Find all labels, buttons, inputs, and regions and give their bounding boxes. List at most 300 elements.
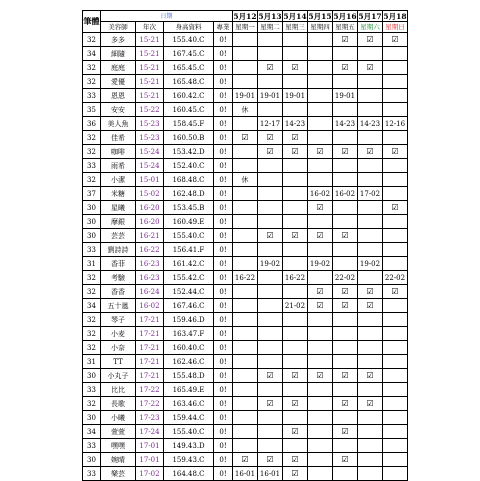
table-row <box>83 425 408 439</box>
checkbox-checked-icon: ☑ <box>358 61 383 75</box>
table-row <box>83 327 408 341</box>
schedule-cell <box>308 131 333 145</box>
schedule-cell <box>333 201 358 215</box>
name-cell: 小丸子 <box>101 369 136 383</box>
schedule-cell <box>233 383 258 397</box>
checkbox-checked-icon: ☑ <box>333 145 358 159</box>
schedule-cell <box>358 173 383 187</box>
name-cell: 芸芸 <box>101 229 136 243</box>
name-cell: 咖啡 <box>101 145 136 159</box>
schedule-cell <box>233 117 258 131</box>
schedule-cell <box>233 215 258 229</box>
table-row <box>83 89 408 103</box>
measurements-column-header: 身高資料 <box>164 22 214 33</box>
schedule-cell <box>283 187 308 201</box>
checkbox-checked-icon: ☑ <box>258 229 283 243</box>
checkbox-checked-icon: ☑ <box>308 285 333 299</box>
day-date-1: 5月12 <box>233 11 257 21</box>
schedule-cell <box>233 159 258 173</box>
measurements-cell: 160.40.C <box>164 341 214 355</box>
schedule-cell <box>233 243 258 257</box>
year-cell: 16-23 <box>136 271 164 285</box>
schedule-cell <box>333 355 358 369</box>
table-row <box>83 271 408 285</box>
schedule-cell <box>283 103 308 117</box>
checkbox-checked-icon: ☑ <box>308 229 333 243</box>
header-row-1 <box>83 11 408 22</box>
size-cell: 30 <box>83 369 101 383</box>
schedule-cell <box>258 187 283 201</box>
schedule-cell: 19-02 <box>308 257 333 271</box>
checkbox-checked-icon: ☑ <box>333 285 358 299</box>
measurements-cell: 158.45.F <box>164 117 214 131</box>
year-cell: 15-01 <box>136 173 164 187</box>
measurements-cell: 155.40.C <box>164 33 214 47</box>
schedule-cell <box>283 201 308 215</box>
specialty-cell: 0! <box>214 285 233 299</box>
name-cell: 考驗 <box>101 271 136 285</box>
specialty-cell: 0! <box>214 173 233 187</box>
checkbox-checked-icon: ☑ <box>258 61 283 75</box>
schedule-cell <box>258 75 283 89</box>
name-cell: 婉晴 <box>101 453 136 467</box>
size-cell: 32 <box>83 313 101 327</box>
checkbox-checked-icon: ☑ <box>333 229 358 243</box>
checkbox-checked-icon: ☑ <box>358 145 383 159</box>
schedule-cell <box>308 397 333 411</box>
specialty-cell: 0! <box>214 257 233 271</box>
specialty-cell: 0! <box>214 299 233 313</box>
schedule-cell <box>233 299 258 313</box>
table-row <box>83 467 408 481</box>
schedule-cell <box>283 159 308 173</box>
schedule-cell <box>358 355 383 369</box>
specialty-cell: 0! <box>214 145 233 159</box>
schedule-cell <box>258 33 283 47</box>
schedule-cell <box>308 89 333 103</box>
measurements-cell: 160.45.C <box>164 103 214 117</box>
measurements-cell: 163.46.C <box>164 397 214 411</box>
name-cell: 摩銀 <box>101 215 136 229</box>
table-row <box>83 383 408 397</box>
table-row <box>83 369 408 383</box>
schedule-cell <box>308 341 333 355</box>
specialty-cell: 0! <box>214 117 233 131</box>
schedule-cell <box>358 327 383 341</box>
schedule-cell <box>308 47 333 61</box>
schedule-cell <box>383 313 408 327</box>
name-cell: 小奈 <box>101 341 136 355</box>
size-cell: 32 <box>83 131 101 145</box>
year-cell: 17-21 <box>136 341 164 355</box>
schedule-cell <box>233 425 258 439</box>
schedule-cell <box>308 439 333 453</box>
schedule-cell <box>358 271 383 285</box>
size-cell: 30 <box>83 453 101 467</box>
weekday-1: 星期一 <box>233 22 258 33</box>
table-row <box>83 103 408 117</box>
schedule-cell <box>233 369 258 383</box>
measurements-cell: 159.46.D <box>164 313 214 327</box>
specialty-cell: 0! <box>214 47 233 61</box>
schedule-cell: 21-02 <box>283 299 308 313</box>
schedule-cell <box>233 201 258 215</box>
schedule-cell: 12-16 <box>383 117 408 131</box>
measurements-cell: 164.48.C <box>164 467 214 481</box>
checkbox-checked-icon: ☑ <box>308 369 333 383</box>
year-cell: 15-21 <box>136 75 164 89</box>
year-cell: 15-21 <box>136 89 164 103</box>
checkbox-checked-icon: ☑ <box>283 131 308 145</box>
schedule-cell <box>233 229 258 243</box>
checkbox-checked-icon: ☑ <box>258 369 283 383</box>
checkbox-checked-icon: ☑ <box>308 299 333 313</box>
measurements-cell: 162.46.C <box>164 355 214 369</box>
schedule-cell: 16-02 <box>308 187 333 201</box>
name-cell: TT <box>101 355 136 369</box>
name-cell: 恩恩 <box>101 89 136 103</box>
schedule-cell <box>308 103 333 117</box>
specialty-cell: 0! <box>214 89 233 103</box>
schedule-cell: 16-01 <box>233 467 258 481</box>
size-cell: 32 <box>83 341 101 355</box>
name-cell: 美人魚 <box>101 117 136 131</box>
name-cell: 庭庭 <box>101 61 136 75</box>
weekday-6: 星期六 <box>358 22 383 33</box>
measurements-cell: 163.47.F <box>164 327 214 341</box>
size-cell: 32 <box>83 145 101 159</box>
schedule-cell <box>383 61 408 75</box>
schedule-cell <box>308 327 333 341</box>
size-cell: 33 <box>83 89 101 103</box>
schedule-cell <box>233 47 258 61</box>
schedule-cell <box>258 299 283 313</box>
schedule-cell <box>283 75 308 89</box>
year-cell: 15-02 <box>136 187 164 201</box>
schedule-cell <box>258 355 283 369</box>
day-date-7: 5月18 <box>383 11 407 21</box>
name-column-header: 美容師 <box>101 22 136 33</box>
table-row <box>83 75 408 89</box>
schedule-cell <box>358 425 383 439</box>
schedule-cell <box>333 159 358 173</box>
schedule-cell <box>233 411 258 425</box>
checkbox-checked-icon: ☑ <box>358 299 383 313</box>
schedule-cell <box>383 355 408 369</box>
schedule-cell <box>383 47 408 61</box>
schedule-cell <box>333 47 358 61</box>
measurements-cell: 165.48.C <box>164 75 214 89</box>
schedule-cell <box>358 439 383 453</box>
schedule-cell <box>233 257 258 271</box>
schedule-cell <box>383 173 408 187</box>
schedule-cell: 14-23 <box>283 117 308 131</box>
year-cell: 16-22 <box>136 243 164 257</box>
schedule-cell <box>333 75 358 89</box>
measurements-cell: 152.44.C <box>164 285 214 299</box>
dates-label: 日期 <box>101 11 233 22</box>
checkbox-checked-icon: ☑ <box>383 285 408 299</box>
name-cell: 香香 <box>101 285 136 299</box>
schedule-cell <box>308 271 333 285</box>
year-cell: 16-02 <box>136 299 164 313</box>
schedule-cell <box>383 299 408 313</box>
table-row <box>83 215 408 229</box>
year-cell: 17-21 <box>136 313 164 327</box>
name-cell: 星曦 <box>101 201 136 215</box>
checkbox-checked-icon: ☑ <box>308 145 333 159</box>
schedule-cell <box>258 313 283 327</box>
specialty-cell: 0! <box>214 61 233 75</box>
size-cell: 33 <box>83 159 101 173</box>
schedule-cell <box>258 215 283 229</box>
measurements-cell: 160.50.B <box>164 131 214 145</box>
name-cell: 細隨 <box>101 47 136 61</box>
schedule-cell <box>233 145 258 159</box>
schedule-cell <box>258 201 283 215</box>
year-cell: 17-01 <box>136 439 164 453</box>
specialty-cell: 0! <box>214 159 233 173</box>
table-row <box>83 33 408 47</box>
checkbox-checked-icon: ☑ <box>258 397 283 411</box>
schedule-cell: 16-22 <box>233 271 258 285</box>
schedule-cell <box>358 131 383 145</box>
schedule-cell: 16-01 <box>258 467 283 481</box>
year-cell: 16-20 <box>136 201 164 215</box>
schedule-cell <box>383 383 408 397</box>
year-cell: 15-21 <box>136 47 164 61</box>
schedule-cell <box>283 257 308 271</box>
schedule-cell <box>383 131 408 145</box>
table-row <box>83 145 408 159</box>
checkbox-checked-icon: ☑ <box>283 229 308 243</box>
schedule-cell <box>233 187 258 201</box>
checkbox-checked-icon: ☑ <box>233 131 258 145</box>
checkbox-checked-icon: ☑ <box>233 453 258 467</box>
checkbox-checked-icon: ☑ <box>333 369 358 383</box>
schedule-cell <box>383 411 408 425</box>
schedule-cell <box>358 47 383 61</box>
schedule-cell <box>358 243 383 257</box>
schedule-cell <box>333 467 358 481</box>
specialty-cell: 0! <box>214 33 233 47</box>
schedule-cell <box>358 103 383 117</box>
schedule-cell <box>283 243 308 257</box>
year-cell: 16-20 <box>136 215 164 229</box>
size-cell: 32 <box>83 33 101 47</box>
measurements-cell: 160.42.C <box>164 89 214 103</box>
measurements-cell: 167.46.C <box>164 299 214 313</box>
schedule-cell <box>308 33 333 47</box>
specialty-cell: 0! <box>214 453 233 467</box>
schedule-cell <box>333 215 358 229</box>
table-row <box>83 257 408 271</box>
year-cell: 17-01 <box>136 453 164 467</box>
schedule-cell <box>258 47 283 61</box>
schedule-cell <box>383 103 408 117</box>
schedule-cell <box>258 383 283 397</box>
measurements-cell: 152.40.C <box>164 159 214 173</box>
schedule-cell <box>258 341 283 355</box>
table-row <box>83 243 408 257</box>
measurements-cell: 165.45.C <box>164 61 214 75</box>
year-cell: 17-02 <box>136 467 164 481</box>
size-cell: 32 <box>83 285 101 299</box>
schedule-cell <box>233 61 258 75</box>
measurements-cell: 160.49.E <box>164 215 214 229</box>
measurements-cell: 162.48.D <box>164 187 214 201</box>
name-cell: 長歌 <box>101 397 136 411</box>
schedule-cell <box>283 355 308 369</box>
name-cell: 萱萱 <box>101 425 136 439</box>
name-cell: 五十嵐 <box>101 299 136 313</box>
measurements-cell: 156.41.F <box>164 243 214 257</box>
schedule-cell: 16-02 <box>333 187 358 201</box>
size-cell: 32 <box>83 271 101 285</box>
schedule-cell <box>308 383 333 397</box>
schedule-cell <box>258 327 283 341</box>
size-cell: 32 <box>83 61 101 75</box>
size-cell: 33 <box>83 243 101 257</box>
checkbox-checked-icon: ☑ <box>258 145 283 159</box>
table-row <box>83 299 408 313</box>
weekday-3: 星期三 <box>283 22 308 33</box>
name-cell: 劉詩詩 <box>101 243 136 257</box>
schedule-cell <box>258 285 283 299</box>
specialty-cell: 0! <box>214 215 233 229</box>
specialty-cell: 0! <box>214 327 233 341</box>
schedule-table <box>82 10 408 481</box>
specialty-cell: 0! <box>214 229 233 243</box>
schedule-cell <box>308 453 333 467</box>
specialty-cell: 0! <box>214 355 233 369</box>
schedule-cell <box>358 201 383 215</box>
year-cell: 16-23 <box>136 257 164 271</box>
schedule-cell <box>258 439 283 453</box>
specialty-cell: 0! <box>214 425 233 439</box>
day-date-3: 5月14 <box>283 11 307 21</box>
schedule-cell <box>233 75 258 89</box>
specialty-cell: 0! <box>214 397 233 411</box>
size-cell: 33 <box>83 383 101 397</box>
schedule-cell <box>233 439 258 453</box>
size-cell: 32 <box>83 397 101 411</box>
schedule-cell: 19-02 <box>258 257 283 271</box>
checkbox-checked-icon: ☑ <box>333 33 358 47</box>
specialty-cell: 0! <box>214 187 233 201</box>
schedule-cell <box>233 327 258 341</box>
schedule-cell: 17-02 <box>358 187 383 201</box>
schedule-cell <box>283 327 308 341</box>
year-cell: 17-23 <box>136 411 164 425</box>
schedule-cell: 12-17 <box>258 117 283 131</box>
schedule-cell <box>283 33 308 47</box>
schedule-cell <box>383 75 408 89</box>
schedule-cell <box>358 411 383 425</box>
specialty-cell: 0! <box>214 313 233 327</box>
checkbox-checked-icon: ☑ <box>258 453 283 467</box>
name-cell: 雨希 <box>101 159 136 173</box>
schedule-cell <box>308 425 333 439</box>
schedule-cell <box>358 75 383 89</box>
table-row <box>83 229 408 243</box>
specialty-cell: 0! <box>214 369 233 383</box>
schedule-cell <box>283 215 308 229</box>
schedule-cell <box>283 341 308 355</box>
checkbox-checked-icon: ☑ <box>358 369 383 383</box>
table-row <box>83 159 408 173</box>
size-cell: 33 <box>83 467 101 481</box>
checkbox-checked-icon: ☑ <box>283 453 308 467</box>
name-cell: 小潔 <box>101 173 136 187</box>
checkbox-checked-icon: ☑ <box>333 299 358 313</box>
checkbox-checked-icon: ☑ <box>283 467 308 481</box>
schedule-cell <box>283 383 308 397</box>
checkbox-checked-icon: ☑ <box>283 425 308 439</box>
name-cell: 小麦 <box>101 327 136 341</box>
schedule-cell <box>358 229 383 243</box>
checkbox-checked-icon: ☑ <box>358 285 383 299</box>
checkbox-checked-icon: ☑ <box>308 201 333 215</box>
checkbox-checked-icon: ☑ <box>283 397 308 411</box>
table-row <box>83 47 408 61</box>
table-row <box>83 355 408 369</box>
schedule-cell: 16-22 <box>283 271 308 285</box>
schedule-cell <box>383 327 408 341</box>
checkbox-checked-icon: ☑ <box>358 397 383 411</box>
schedule-cell <box>383 369 408 383</box>
table-row <box>83 453 408 467</box>
schedule-cell <box>383 89 408 103</box>
schedule-cell <box>333 131 358 145</box>
checkbox-checked-icon: ☑ <box>383 201 408 215</box>
checkbox-checked-icon: ☑ <box>333 397 358 411</box>
size-cell: 34 <box>83 47 101 61</box>
schedule-cell <box>358 89 383 103</box>
schedule-cell: 14-23 <box>358 117 383 131</box>
year-cell: 15-24 <box>136 145 164 159</box>
name-cell: 比比 <box>101 383 136 397</box>
size-cell: 30 <box>83 411 101 425</box>
measurements-cell: 165.49.E <box>164 383 214 397</box>
specialty-cell: 0! <box>214 103 233 117</box>
schedule-cell <box>308 117 333 131</box>
year-cell: 15-24 <box>136 159 164 173</box>
measurements-cell: 168.48.C <box>164 173 214 187</box>
schedule-cell <box>358 313 383 327</box>
table-row <box>83 411 408 425</box>
measurements-cell: 153.42.D <box>164 145 214 159</box>
schedule-cell <box>333 313 358 327</box>
schedule-cell <box>258 103 283 117</box>
schedule-cell <box>233 341 258 355</box>
specialty-cell: 0! <box>214 467 233 481</box>
size-cell: 34 <box>83 299 101 313</box>
table-row <box>83 173 408 187</box>
name-cell: 多多 <box>101 33 136 47</box>
schedule-cell <box>333 243 358 257</box>
schedule-cell <box>333 327 358 341</box>
schedule-cell <box>258 243 283 257</box>
year-cell: 15-21 <box>136 33 164 47</box>
schedule-cell <box>358 341 383 355</box>
schedule-cell <box>383 467 408 481</box>
size-cell: 35 <box>83 103 101 117</box>
schedule-cell: 19-01 <box>258 89 283 103</box>
table-row <box>83 341 408 355</box>
day-date-4: 5月15 <box>308 11 332 21</box>
name-cell: 琴子 <box>101 313 136 327</box>
